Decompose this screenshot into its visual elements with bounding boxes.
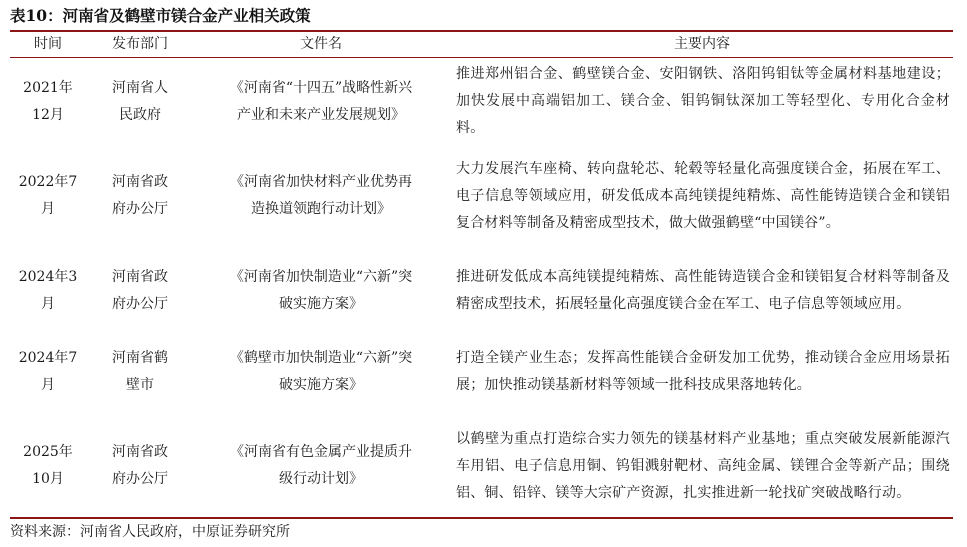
cell-document-text: 《河南省有色金属产业提质升 级行动计划》 [230, 444, 412, 487]
cell-content-text: 以鹤壁为重点打造综合实力领先的镁基材料产业基地；重点突破发展新能源汽车用铝、电子信息用铜、钨钼溅射靶材、高纯金属、镁锂合金等新产品；围绕铝、铜、铅锌、镁等大宗矿产资源，扎实推进新一轮找矿突破战略行动。 [456, 430, 950, 501]
cell-department-text: 河南省政 府办公厅 [112, 444, 168, 487]
table-row [0, 142, 967, 250]
cell-content-text: 推进郑州铝合金、鹤壁镁合金、安阳钢铁、洛阳钨钼钛等金属材料基地建设；加快发展中高端铝加工、镁合金、钼钨铜钛深加工等轻型化、专用化合金材料。 [456, 66, 950, 136]
table-row [0, 61, 967, 142]
table-row [0, 331, 967, 412]
cell-document-text: 《鹤壁市加快制造业“六新”突 破实施方案》 [229, 349, 413, 393]
cell-content-text: 推进研发低成本高纯镁提纯精炼、高性能铸造镁合金和镁铝复合材料等制备及精密成型技术，拓展轻量化高强度镁合金在军工、电子信息等领域应用。 [456, 268, 950, 312]
table-row [0, 412, 967, 520]
cell-content [456, 412, 950, 520]
cell-content [456, 331, 950, 412]
cell-department [92, 412, 188, 520]
cell-time [10, 412, 86, 520]
cell-time [10, 142, 86, 250]
table-header-rule [10, 57, 953, 58]
cell-time-text: 2024年3 月 [18, 268, 78, 312]
cell-content-text: 打造全镁产业生态；发挥高性能镁合金研发加工优势，推动镁合金应用场景拓展；加快推动镁基新材料等领域一批科技成果落地转化。 [456, 349, 950, 393]
header-department: 发布部门 [112, 36, 168, 52]
cell-time-text: 2025年 10月 [23, 444, 73, 487]
cell-department [92, 61, 188, 142]
header-document: 文件名 [300, 36, 342, 52]
cell-department-text: 河南省政 府办公厅 [112, 268, 168, 312]
cell-content [456, 142, 950, 250]
cell-time-text: 2024年7 月 [18, 349, 78, 393]
cell-document [196, 331, 446, 412]
cell-document [196, 61, 446, 142]
source-note: 资料来源：河南省人民政府，中原证券研究所 [10, 524, 290, 540]
cell-document-text: 《河南省加快制造业“六新”突 破实施方案》 [229, 268, 413, 312]
cell-department-text: 河南省人 民政府 [112, 79, 168, 123]
cell-document [196, 250, 446, 331]
cell-document [196, 142, 446, 250]
cell-department [92, 331, 188, 412]
cell-document-text: 《河南省“十四五”战略性新兴 产业和未来产业发展规划》 [229, 79, 413, 123]
cell-content-text: 大力发展汽车座椅、转向盘轮芯、轮毂等轻量化高强度镁合金，拓展在军工、电子信息等领域应用，研发低成本高纯镁提纯精炼、高性能铸造镁合金和镁铝复合材料等制备及精密成型技术，做大做强鹤壁“中国镁谷”。 [456, 160, 950, 231]
cell-time-text: 2022年7 月 [18, 174, 78, 217]
cell-document [196, 412, 446, 520]
table-bottom-rule [10, 517, 953, 519]
header-content: 主要内容 [674, 36, 730, 52]
cell-time [10, 331, 86, 412]
table-row [0, 250, 967, 331]
cell-time [10, 250, 86, 331]
header-time: 时间 [34, 36, 62, 52]
cell-document-text: 《河南省加快材料产业优势再 造换道领跑行动计划》 [230, 174, 412, 217]
table-title: 表10：河南省及鹤壁市镁合金产业相关政策 [10, 6, 311, 25]
cell-department [92, 142, 188, 250]
cell-department-text: 河南省鹤 壁市 [112, 349, 168, 393]
cell-time-text: 2021年 12月 [23, 79, 73, 123]
cell-time [10, 61, 86, 142]
cell-content [456, 250, 950, 331]
cell-content [456, 61, 950, 142]
cell-department-text: 河南省政 府办公厅 [112, 174, 168, 217]
cell-department [92, 250, 188, 331]
